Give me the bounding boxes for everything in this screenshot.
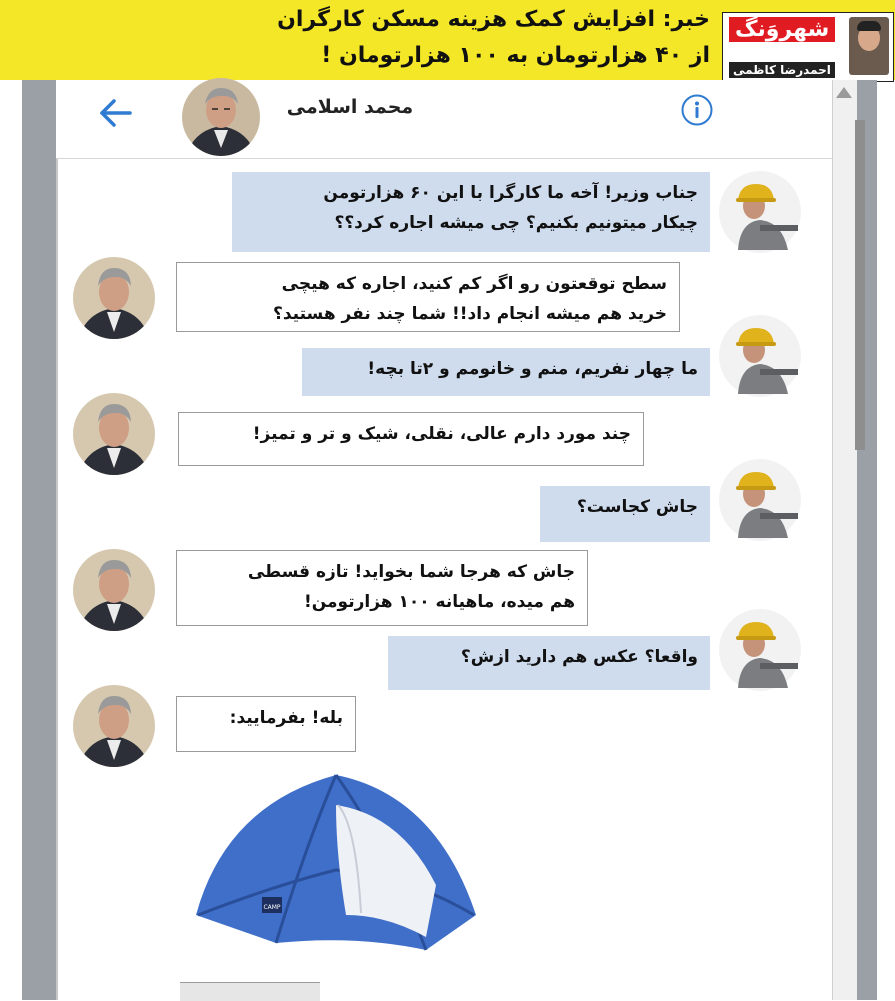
logo-name: شهروَنگ	[729, 17, 835, 42]
worker-avatar	[718, 458, 802, 542]
headline-line-2: از ۴۰ هزارتومان به ۱۰۰ هزارتومان !	[321, 43, 710, 68]
headline	[150, 2, 710, 74]
message-bubble-outgoing[interactable]: جناب وزیر! آخه ما کارگرا با این ۶۰ هزارتومن چیکار میتونیم بکنیم؟ چی میشه اجاره کرد؟؟	[232, 172, 710, 252]
message-bubble-incoming[interactable]: جاش که هرجا شما بخواید! تازه قسطی هم میده، ماهیانه ۱۰۰ هزارتومن!	[176, 550, 588, 626]
worker-avatar	[718, 608, 802, 692]
scrollbar[interactable]	[832, 80, 857, 1000]
message-bubble-outgoing[interactable]: واقعا؟ عکس هم دارید ازش؟	[388, 636, 710, 690]
arrow-left-icon[interactable]	[98, 95, 134, 131]
message-bubble-incoming[interactable]: چند مورد دارم عالی، نقلی، شیک و تر و تمیز!	[178, 412, 644, 466]
message-bubble-incoming[interactable]: بله! بفرمایید:	[176, 696, 356, 752]
tent-image[interactable]	[186, 765, 486, 955]
minister-avatar	[72, 548, 156, 632]
message-bubble-outgoing[interactable]: جاش کجاست؟	[540, 486, 710, 542]
chat-header	[56, 80, 832, 159]
minister-avatar	[72, 256, 156, 340]
contact-name: محمد اسلامی	[286, 96, 414, 118]
scroll-up-arrow-icon[interactable]	[834, 84, 854, 102]
headline-line-1: خبر: افزایش کمک هزینه مسکن کارگران	[277, 7, 710, 32]
minister-avatar	[72, 684, 156, 768]
worker-avatar	[718, 170, 802, 254]
author-photo	[849, 17, 889, 75]
message-bubble-incoming[interactable]: سطح توقعتون رو اگر کم کنید، اجاره که هیچی خرید هم میشه انجام داد!! شما چند نفر هستید؟	[176, 262, 680, 332]
logo	[722, 12, 894, 82]
contact-avatar[interactable]	[178, 78, 264, 156]
tent-brand-label: CAMP	[263, 904, 281, 911]
logo-author: احمدرضا کاظمی	[729, 62, 835, 78]
worker-avatar	[718, 314, 802, 398]
next-message-edge	[180, 982, 320, 1001]
info-icon[interactable]	[680, 93, 714, 127]
minister-avatar	[72, 392, 156, 476]
message-bubble-outgoing[interactable]: ما چهار نفریم، منم و خانومم و ۲تا بچه!	[302, 348, 710, 396]
scroll-thumb[interactable]	[855, 120, 865, 450]
